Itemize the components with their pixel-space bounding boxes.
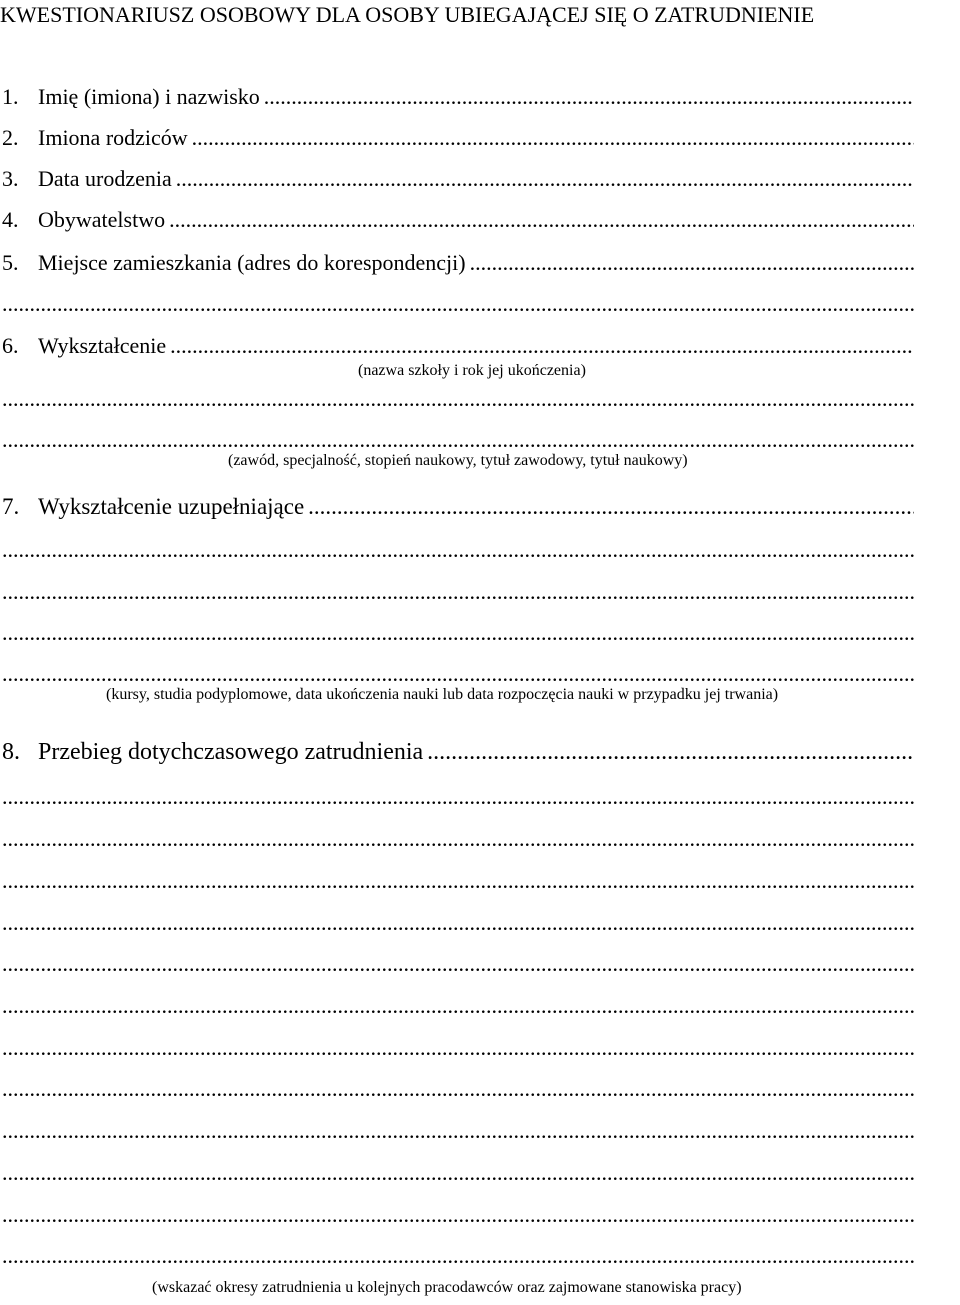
dotted-line[interactable] [2,951,914,977]
dotted-line[interactable] [2,1160,914,1186]
field-label: Przebieg dotychczasowego zatrudnienia [38,739,424,765]
hint-employment: (wskazać okresy zatrudnienia u kolejnych pracodawców oraz zajmowane stanowiska pracy) [152,1279,742,1296]
item-number: 7. [2,494,20,519]
employment-line-8[interactable] [2,1076,914,1102]
employment-line-3[interactable] [2,868,914,894]
dotted-line[interactable] [308,494,914,520]
additional-education-line-4[interactable] [2,661,914,687]
hint-school: (nazwa szkoły i rok jej ukończenia) [358,362,586,379]
dotted-line[interactable] [264,84,914,110]
hint-profession: (zawód, specjalność, stopień naukowy, tytuł zawodowy, tytuł naukowy) [228,452,688,469]
employment-line-9[interactable] [2,1118,914,1144]
additional-education-line-3[interactable] [2,620,914,646]
field-name[interactable] [2,84,914,110]
form-title: KWESTIONARIUSZ OSOBOWY DLA OSOBY UBIEGAJĄCEJ SIĘ O ZATRUDNIENIE [0,2,815,27]
dotted-line[interactable] [169,207,914,233]
field-label: Data urodzenia [38,166,172,191]
field-birth-date[interactable] [2,166,914,192]
dotted-line[interactable] [2,1243,914,1269]
field-label: Miejsce zamieszkania (adres do korespondencji) [38,250,466,275]
field-address[interactable] [2,250,914,276]
dotted-line[interactable] [2,826,914,852]
dotted-line[interactable] [2,993,914,1019]
item-number: 6. [2,333,19,358]
dotted-line[interactable] [2,427,914,453]
employment-line-12[interactable] [2,1243,914,1269]
dotted-line[interactable] [2,579,914,605]
dotted-line[interactable] [2,1035,914,1061]
dotted-line[interactable] [192,125,914,151]
dotted-line[interactable] [2,620,914,646]
education-line-2[interactable] [2,427,914,453]
dotted-line[interactable] [2,661,914,687]
employment-line-7[interactable] [2,1035,914,1061]
item-number: 4. [2,207,19,232]
field-label: Obywatelstwo [38,207,166,232]
employment-line-2[interactable] [2,826,914,852]
employment-line-1[interactable] [2,784,914,810]
dotted-line[interactable] [2,537,914,563]
dotted-line[interactable] [2,1202,914,1228]
hint-courses: (kursy, studia podyplomowe, data ukończenia nauki lub data rozpoczęcia nauki w przypadku jej trwania) [106,686,779,703]
dotted-line[interactable] [2,784,914,810]
employment-line-11[interactable] [2,1202,914,1228]
dotted-line[interactable] [2,386,914,412]
dotted-line[interactable] [427,739,914,766]
employment-line-6[interactable] [2,993,914,1019]
address-continuation-line[interactable] [2,291,914,317]
employment-line-5[interactable] [2,951,914,977]
dotted-line[interactable] [2,291,914,317]
field-parents-names[interactable] [2,125,914,151]
item-number: 1. [2,84,19,109]
education-line-1[interactable] [2,386,914,412]
item-number: 3. [2,166,19,191]
field-label: Imię (imiona) i nazwisko [38,84,260,109]
field-education[interactable] [2,333,914,359]
dotted-line[interactable] [2,910,914,936]
field-employment-history[interactable] [2,739,914,766]
item-number: 2. [2,125,19,150]
additional-education-line-2[interactable] [2,579,914,605]
field-citizenship[interactable] [2,207,914,233]
dotted-line[interactable] [470,250,914,276]
dotted-line[interactable] [2,868,914,894]
employment-line-4[interactable] [2,910,914,936]
employment-line-10[interactable] [2,1160,914,1186]
field-label: Wykształcenie [38,333,167,358]
dotted-line[interactable] [176,166,914,192]
field-additional-education[interactable] [2,494,914,520]
dotted-line[interactable] [2,1076,914,1102]
item-number: 5. [2,250,19,275]
field-label: Imiona rodziców [38,125,188,150]
additional-education-line-1[interactable] [2,537,914,563]
field-label: Wykształcenie uzupełniające [38,494,305,519]
dotted-line[interactable] [170,333,914,359]
item-number: 8. [2,739,20,765]
dotted-line[interactable] [2,1118,914,1144]
